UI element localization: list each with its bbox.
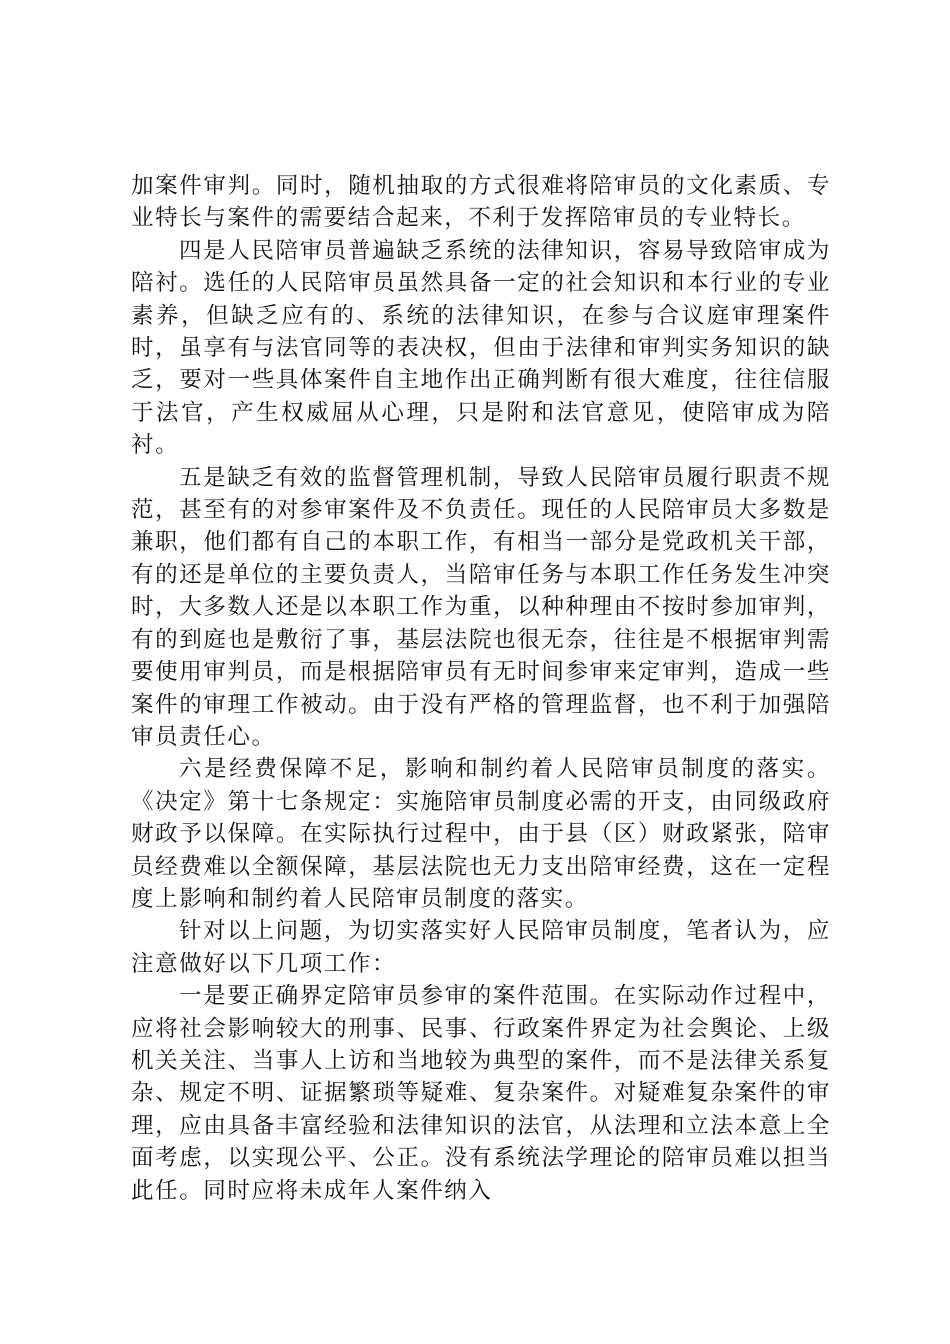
paragraph-point-six: 六是经费保障不足，影响和制约着人民陪审员制度的落实。《决定》第十七条规定：实施陪审员制度必需的开支，由同级政府财政予以保障。在实际执行过程中，由于县（区）财政紧张，陪审员经费难以全额保障，基层法院也无力支出陪审经费，这在一定程度上影响和制约着人民陪审员制度的落实。 [131,756,831,912]
paragraph-point-four: 四是人民陪审员普遍缺乏系统的法律知识，容易导致陪审成为陪衬。选任的人民陪审员虽然具备一定的社会知识和本行业的专业素养，但缺乏应有的、系统的法律知识，在参与合议庭审理案件时，虽享有与法官同等的表决权，但由于法律和审判实务知识的缺乏，要对一些具体案件自主地作出正确判断有很大难度，往往信服于法官，产生权威屈从心理，只是附和法官意见，使陪审成为陪衬。 [131,237,831,459]
paragraph-recommendation-one: 一是要正确界定陪审员参审的案件范围。在实际动作过程中，应将社会影响较大的刑事、民事、行政案件界定为社会舆论、上级机关关注、当事人上访和当地较为典型的案件，而不是法律关系复杂、规定不明、证据繁琐等疑难、复杂案件。对疑难复杂案件的审理，应由具备丰富经验和法律知识的法官，从法理和立法本意上全面考虑，以实现公平、公正。没有系统法学理论的陪审员难以担当此任。同时应将未成年人案件纳入 [131,983,831,1204]
paragraph-recommendations-intro: 针对以上问题，为切实落实好人民陪审员制度，笔者认为，应注意做好以下几项工作： [131,918,831,977]
document-body [131,170,831,1207]
paragraph-point-five: 五是缺乏有效的监督管理机制，导致人民陪审员履行职责不规范，甚至有的对参审案件及不负责任。现任的人民陪审员大多数是兼职，他们都有自己的本职工作，有相当一部分是党政机关干部，有的还是单位的主要负责人，当陪审任务与本职工作任务发生冲突时，大多数人还是以本职工作为重，以种种理由不按时参加审判，有的到庭也是敷衍了事，基层法院也很无奈，往往是不根据审判需要使用审判员，而是根据陪审员有无时间参审来定审判，造成一些案件的审理工作被动。由于没有严格的管理监督，也不利于加强陪审员责任心。 [131,464,831,750]
paragraph-continuation: 加案件审判。同时，随机抽取的方式很难将陪审员的文化素质、专业特长与案件的需要结合起来，不利于发挥陪审员的专业特长。 [131,173,831,232]
